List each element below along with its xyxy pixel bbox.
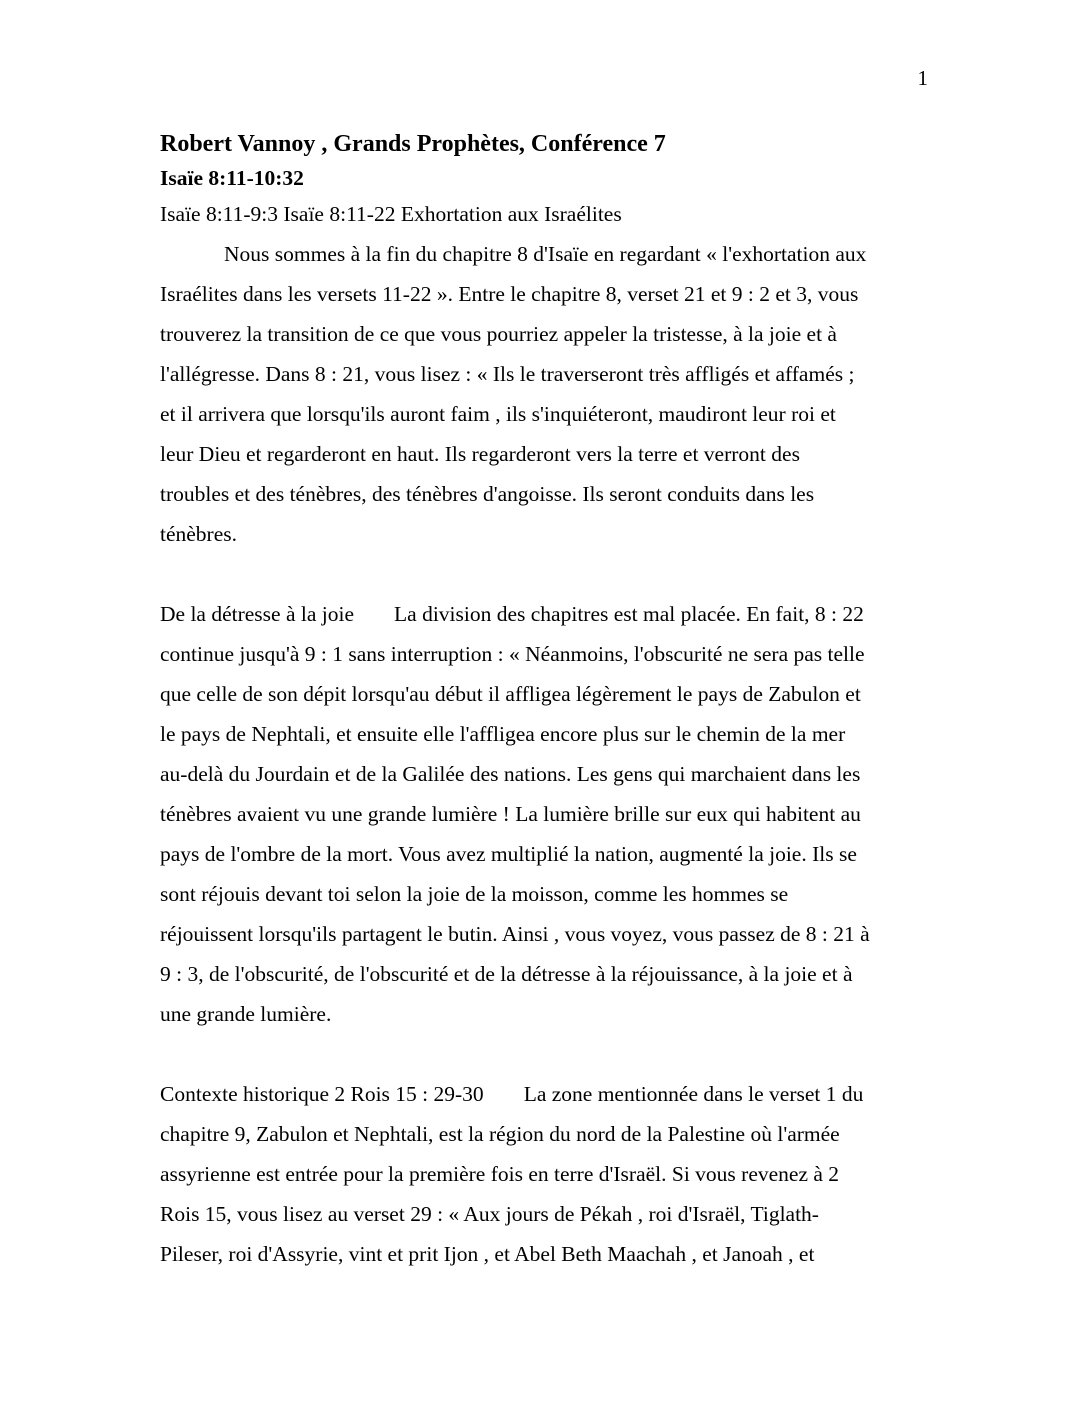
page-number: 1	[917, 66, 928, 90]
paragraph-line: ténèbres.	[160, 522, 238, 546]
paragraph-line-text: La division des chapitres est mal placée. En fait, 8 : 22	[394, 602, 864, 626]
paragraph-line: ténèbres avaient vu une grande lumière ! La lumière brille sur eux qui habitent au	[160, 802, 861, 826]
document-subtitle: Isaïe 8:11-10:32	[160, 166, 304, 190]
section-heading: Isaïe 8:11-9:3 Isaïe 8:11-22 Exhortation aux Israélites	[160, 202, 622, 226]
paragraph-line-text: La zone mentionnée dans le verset 1 du	[523, 1082, 864, 1106]
paragraph-line: au-delà du Jourdain et de la Galilée des nations. Les gens qui marchaient dans les	[160, 762, 861, 786]
document-title: Robert Vannoy , Grands Prophètes, Conférence 7	[160, 131, 666, 157]
inline-heading: De la détresse à la joie	[160, 602, 355, 626]
paragraph-line: continue jusqu'à 9 : 1 sans interruption : « Néanmoins, l'obscurité ne sera pas telle	[160, 642, 865, 666]
paragraph-line	[160, 594, 926, 634]
paragraph-line: leur Dieu et regarderont en haut. Ils regarderont vers la terre et verront des	[160, 442, 800, 466]
paragraph-line: chapitre 9, Zabulon et Nephtali, est la région du nord de la Palestine où l'armée	[160, 1122, 840, 1146]
paragraph-line	[160, 1074, 926, 1114]
paragraph-line: sont réjouis devant toi selon la joie de la moisson, comme les hommes se	[160, 882, 789, 906]
paragraph-3	[160, 1074, 926, 1274]
paragraph-line: le pays de Nephtali, et ensuite elle l'affligea encore plus sur le chemin de la mer	[160, 722, 846, 746]
paragraph-spacer	[160, 1034, 926, 1074]
paragraph-2	[160, 594, 926, 1034]
paragraph-line: assyrienne est entrée pour la première fois en terre d'Israël. Si vous revenez à 2	[160, 1162, 840, 1186]
paragraph-1	[160, 234, 926, 554]
paragraph-line: Israélites dans les versets 11-22 ». Entre le chapitre 8, verset 21 et 9 : 2 et 3, vous	[160, 282, 859, 306]
paragraph-line: trouverez la transition de ce que vous pourriez appeler la tristesse, à la joie et à	[160, 322, 837, 346]
inline-heading: Contexte historique 2 Rois 15 : 29-30	[160, 1082, 484, 1106]
paragraph-line: Rois 15, vous lisez au verset 29 : « Aux jours de Pékah , roi d'Israël, Tiglath-	[160, 1202, 819, 1226]
paragraph-line: pays de l'ombre de la mort. Vous avez multiplié la nation, augmenté la joie. Ils se	[160, 842, 857, 866]
paragraph-line: une grande lumière.	[160, 1002, 332, 1026]
paragraph-line: que celle de son dépit lorsqu'au début il affligea légèrement le pays de Zabulon et	[160, 682, 861, 706]
paragraph-line: l'allégresse. Dans 8 : 21, vous lisez : « Ils le traverseront très affligés et affamés ;	[160, 362, 855, 386]
paragraph-line: Pileser, roi d'Assyrie, vint et prit Ijon , et Abel Beth Maachah , et Janoah , et	[160, 1242, 815, 1266]
document-body	[160, 126, 926, 1274]
paragraph-line: et il arrivera que lorsqu'ils auront faim , ils s'inquiéteront, maudiront leur roi et	[160, 402, 836, 426]
paragraph-line: troubles et des ténèbres, des ténèbres d'angoisse. Ils seront conduits dans les	[160, 482, 815, 506]
paragraph-line: réjouissent lorsqu'ils partagent le butin. Ainsi , vous voyez, vous passez de 8 : 21 à	[160, 922, 870, 946]
paragraph-spacer	[160, 554, 926, 594]
paragraph-line: 9 : 3, de l'obscurité, de l'obscurité et de la détresse à la réjouissance, à la joie et à	[160, 962, 853, 986]
paragraph-line: Nous sommes à la fin du chapitre 8 d'Isaïe en regardant « l'exhortation aux	[224, 242, 867, 266]
